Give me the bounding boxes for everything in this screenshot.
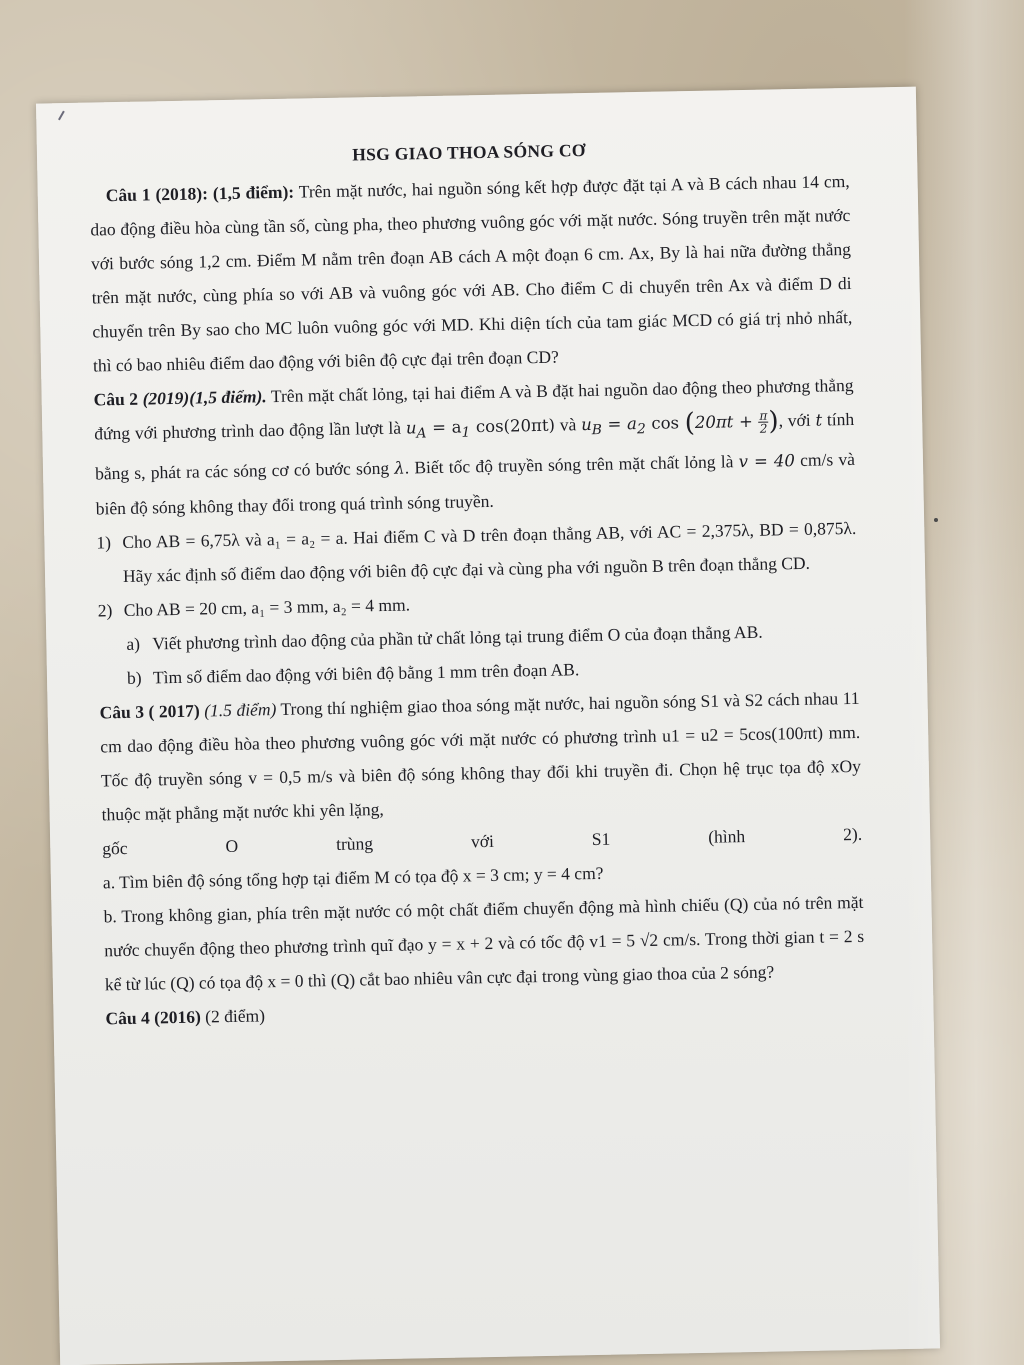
pi-over-2-fraction: $\frac{\pi}{2}$ [759,408,768,436]
question-2: Câu 2 (2019)(1,5 điểm). Trên mặt chất lỏng, tại hai điểm A và B đặt hai nguồn dao động theo phương thẳng đứng với phương trình dao động lần lượt là $u_A = a_1$ cos(20πt) và $u_B = a_2$ cos (20πt + $\frac{\pi}{2}$ ), với t tính bằng s, phát ra các sóng cơ có bước sóng λ. Biết tốc độ truyền sóng trên mặt chất lỏng là v = 40 cm/s và biên độ sóng không thay đổi trong quá trình sóng truyền. [93,374,856,519]
word: S1 [591,828,611,850]
question-3-text: Trong thí nghiệm giao thoa sóng mặt nước, hai nguồn sóng S1 và S2 cách nhau 11 cm dao động điều hòa theo phương vuông góc với mặt nước có phương trình u1 = u2 = 5cos(100πt) mm. Tốc độ truyền sóng v = 0,5 m/s và biên độ sóng không thay đổi khi truyền đi. Chọn hệ trục tọa độ xOy thuộc mặt phẳng mặt nước khi yên lặng, [100,688,862,825]
document-body [89,128,866,1036]
question-1 [89,164,853,383]
question-3-label-italic: (1.5 điểm) [204,699,277,721]
list-item-number: 2) [97,600,113,621]
sub-list-item-text: Tìm số điểm dao động với biên độ bằng 1 mm trên đoạn AB. [152,659,580,688]
sub-list-item-text: Viết phương trình dao động của phần tử chất lỏng tại trung điểm O của đoạn thẳng AB. [152,622,763,654]
question-2-label-italic: (2019)(1,5 điểm). [142,386,267,409]
list-item-text: Cho AB = 20 cm, a₁ = 3 mm, a₂ = 4 mm. [123,594,411,621]
list-item-text: Cho AB = 6,75λ và a₁ = a₂ = a. Hai điểm C và D trên đoạn thẳng AB, với AC = 2,375λ, BD = 0,875λ. Hãy xác định số điểm dao động với biên độ cực đại và cùng pha với nguồn B trên đoạn thẳng CD. [122,518,857,587]
question-1-text: Trên mặt nước, hai nguồn sóng kết hợp được đặt tại A và B cách nhau 14 cm, dao động điều hòa cùng tần số, cùng pha, theo phương vuông góc với mặt nước. Sóng truyền trên mặt nước với bước sóng 1,2 cm. Điểm M nằm trên đoạn AB cách A một đoạn 6 cm. Ax, By là hai nữa đường thẳng trên mặt nước, cùng phía so với AB và vuông góc với AB. Cho điểm C di chuyển trên Ax và điểm D di chuyển trên By sao cho MC luôn vuông góc với MD. Khi diện tích của tam giác MCD có giá trị nhỏ nhất, thì có bao nhiêu điểm dao động với biên độ cực đại trên đoạn CD? [90,170,853,376]
page-title: HSG GIAO THOA SÓNG CƠ [352,140,586,165]
word: gốc [102,838,128,859]
word: trùng [335,833,374,855]
sqrt-2: √2 [639,930,659,951]
question-2-label: Câu 2 [93,388,139,410]
question-2-text-a: Trên mặt chất lỏng, tại hai điểm A và B đặt hai nguồn dao động theo phương thẳng đứng với phương trình dao động lần lượt là [94,374,854,444]
equation-ua: $u_A = a_1$ cos(20πt) [405,415,556,442]
equation-ub: $u_B = a_2$ cos (20πt + $\frac{\pi}{2}$ ) [580,406,779,439]
and-word: và [554,414,582,435]
word: 2). [842,824,863,845]
question-4-label: Câu 4 (2016) [105,1006,202,1029]
velocity-equation: v = 40 [738,451,796,472]
question-3-part-b: b. Trong không gian, phía trên mặt nước có một chất điểm chuyển động mà hình chiếu (Q) của nó trên mặt nước chuyển động theo phương trình quĩ đạo y = x + 2 và có tốc độ v1 = 5 √2 cm/s. Trong thời gian t = 2 s kể từ lúc (Q) có tọa độ x = 0 thì (Q) cắt bao nhiêu vân cực đại trong vùng giao thoa của 2 sóng? [103,892,865,995]
exam-sheet [36,87,940,1365]
question-3-label: Câu 3 ( 2017) [99,700,200,723]
question-3 [99,681,861,832]
dot-mark-icon [934,518,938,522]
question-4-text: (2 điểm) [200,1005,266,1027]
word: O [225,836,239,857]
sub-list-item-letter: b) [126,667,142,689]
word: với [470,831,495,852]
sub-list-item-letter: a) [126,633,141,655]
question-3-part-a: a. Tìm biên độ sóng tổng hợp tại điểm M có tọa độ x = 3 cm; y = 4 cm? [102,863,604,893]
question-1-label: Câu 1 (2018): (1,5 điểm): [105,181,295,206]
list-item-number: 1) [96,532,112,553]
word: (hình [708,826,746,848]
